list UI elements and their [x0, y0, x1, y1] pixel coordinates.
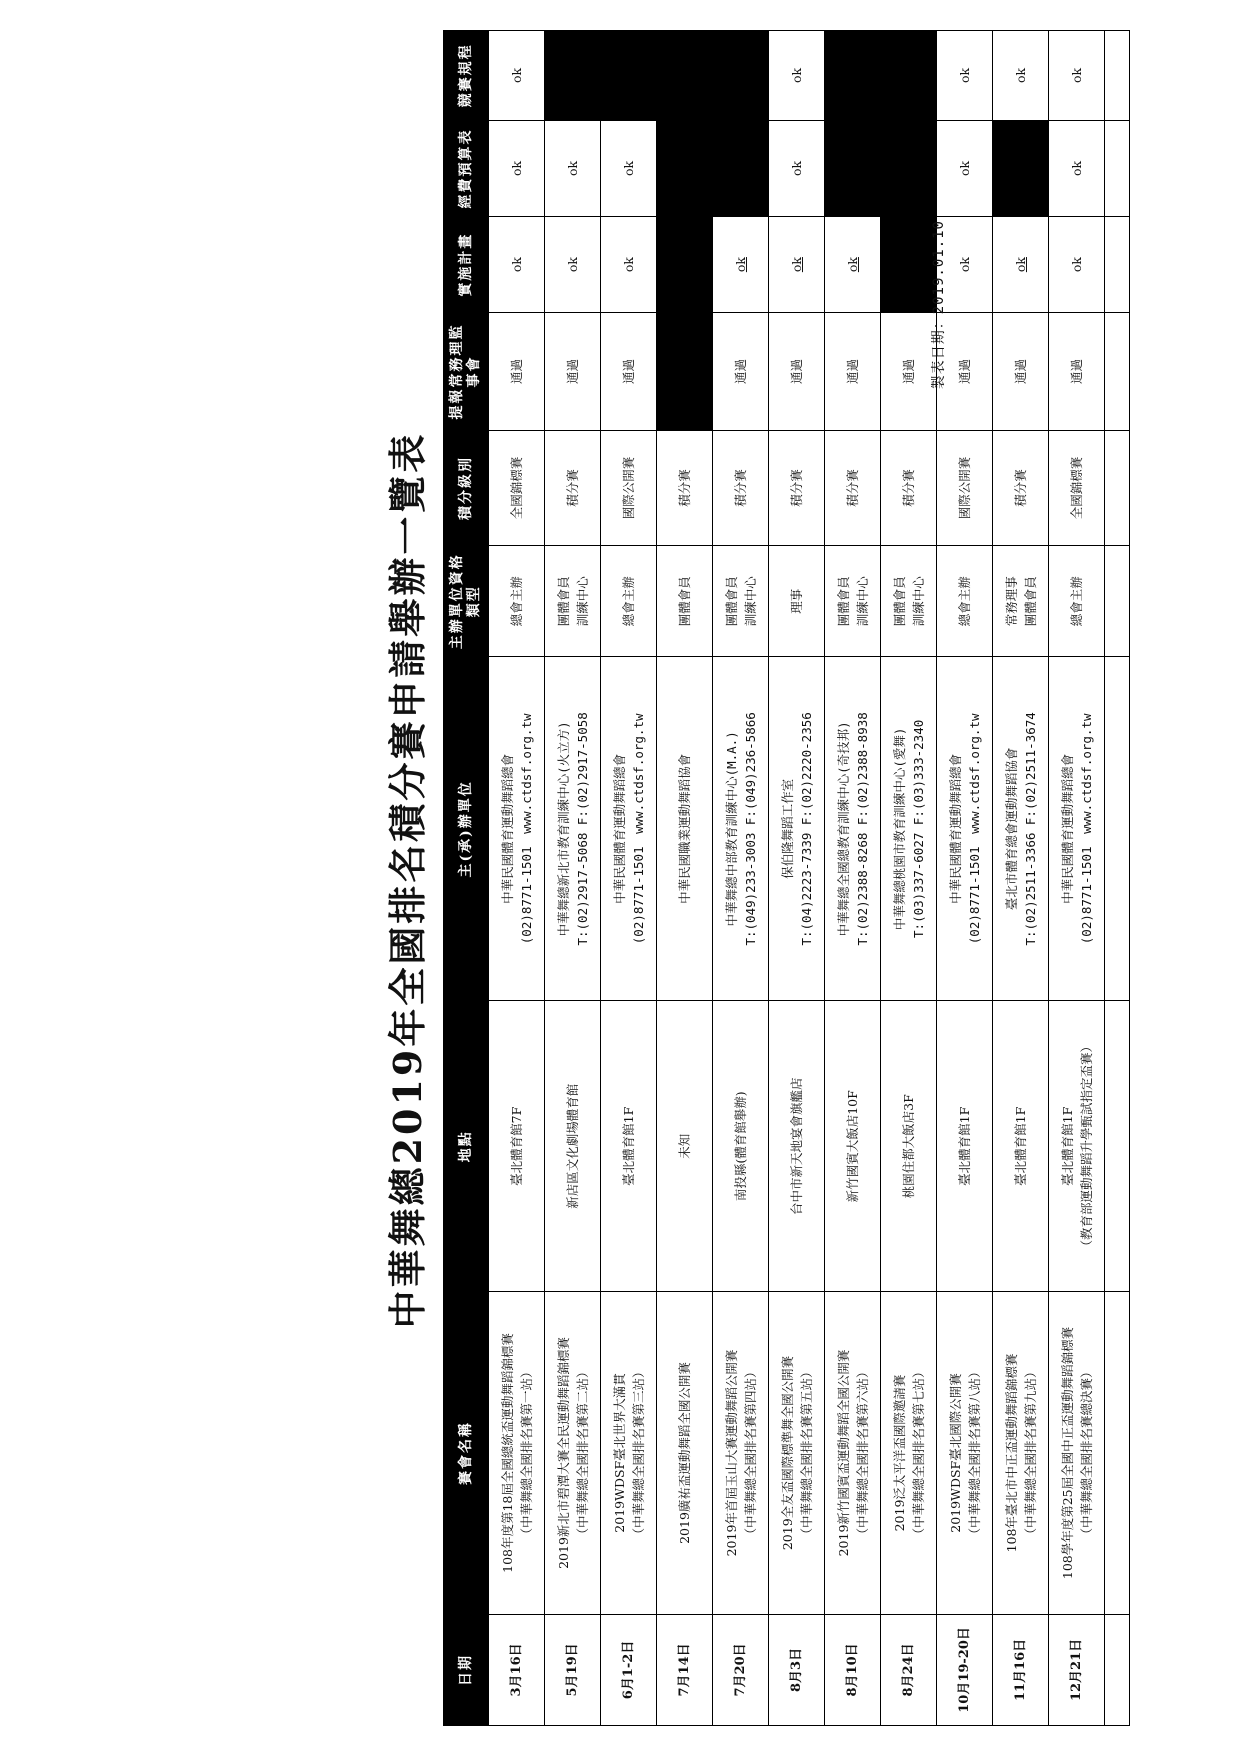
- organizer-cell-line: 中華舞總桃園市教育訓練中心(愛舞): [891, 727, 907, 931]
- level-cell-line: 全國錦標賽: [509, 456, 524, 520]
- level-cell: [601, 430, 657, 545]
- plan-cell-line: ok: [733, 257, 748, 273]
- plan-cell: [545, 217, 601, 313]
- organizer-cell-line: 中華民國體育運動舞蹈總會: [947, 753, 963, 904]
- plan-cell-line: ok: [845, 257, 860, 273]
- budget-cell: [769, 120, 825, 216]
- event-name-cell-line: （中華舞總全國排名賽第六站）: [854, 1365, 870, 1541]
- rules-cell-blocked: [601, 31, 657, 121]
- budget-cell-blocked: [713, 120, 769, 216]
- budget-cell-blocked: [881, 120, 937, 216]
- level-cell-line: 積分賽: [845, 469, 860, 507]
- org-type-cell: [937, 546, 993, 657]
- organizer-cell-line: T:(04)2223-7339 F:(02)2220-2356: [798, 712, 814, 946]
- page-title: 中華舞總2019年全國排名積分賽申請舉辦一覽表: [385, 431, 430, 1329]
- event-name-cell-line: （中華舞總全國排名賽第四站）: [742, 1365, 758, 1541]
- rules-cell-line: ok: [957, 67, 972, 83]
- org-type-cell: [825, 546, 881, 657]
- blank-cell: [1105, 120, 1130, 216]
- report-cell: [545, 313, 601, 431]
- blank-cell: [1105, 657, 1130, 1001]
- report-cell-line: 通過: [565, 358, 580, 384]
- blank-cell: [1105, 1614, 1130, 1725]
- table-row: [769, 31, 825, 1726]
- org-type-cell: [713, 546, 769, 657]
- organizer-cell: [601, 657, 657, 1001]
- rules-cell: [489, 31, 545, 121]
- level-cell: [489, 430, 545, 545]
- event-name-cell-line: （中華舞總全國排名賽第九站）: [1022, 1365, 1038, 1541]
- blank-cell: [1105, 313, 1130, 431]
- organizer-cell-line: 中華舞總中部教育訓練中心(M.A.): [723, 731, 739, 927]
- blank-cell: [1105, 1001, 1130, 1292]
- venue-cell-line: 臺北體育館1F: [621, 1106, 636, 1186]
- venue-cell-line: 桃園住都大飯店3F: [901, 1094, 916, 1199]
- level-cell: [713, 430, 769, 545]
- organizer-cell-line: 中華民國體育運動舞蹈總會: [499, 753, 515, 904]
- org-type-cell-line: 理事: [789, 588, 804, 614]
- footer-date: 製表日期：2019.01.10: [931, 220, 947, 390]
- venue-cell-line: 南投縣(體育館舉辦): [733, 1091, 748, 1202]
- date-cell-line: 7月20日: [733, 1643, 748, 1697]
- event-name-cell-line: 2019新北市碧潭大賽全民運動舞蹈錦標賽: [555, 1337, 571, 1569]
- budget-cell-blocked: [657, 120, 713, 216]
- venue-cell-line: 臺北體育館1F: [1059, 1106, 1075, 1186]
- event-name-cell-line: 2019WDSF臺北世界大滿貫: [611, 1373, 627, 1533]
- plan-cell-line: ok: [621, 257, 636, 273]
- budget-cell: [545, 120, 601, 216]
- org-type-cell-line: 團體會員: [723, 576, 739, 627]
- event-name-cell-line: 108年度第18屆全國總統盃運動舞蹈錦標賽: [499, 1333, 515, 1573]
- organizer-cell-line: 中華民國體育運動舞蹈總會: [611, 753, 627, 904]
- organizer-cell-line: (02)8771-1501 www.ctdsf.org.tw: [1078, 713, 1094, 945]
- event-name-cell-line: （中華舞總全國排名賽第八站）: [966, 1365, 982, 1541]
- header-level: 積分級別: [444, 430, 489, 545]
- report-cell: [993, 313, 1049, 431]
- rules-cell: [769, 31, 825, 121]
- table-header-row: [444, 31, 489, 1726]
- event-name-cell-line: （中華舞總全國排名賽第三站）: [630, 1365, 646, 1541]
- budget-cell: [937, 120, 993, 216]
- organizer-cell-line: 中華民國體育運動舞蹈總會: [1059, 753, 1075, 904]
- plan-cell: [1049, 217, 1105, 313]
- venue-cell-line: 臺北體育館1F: [1013, 1106, 1028, 1186]
- report-cell-line: 通過: [621, 358, 636, 384]
- event-name-cell: [657, 1292, 713, 1615]
- date-cell-line: 8月10日: [845, 1643, 860, 1697]
- plan-cell: [489, 217, 545, 313]
- venue-cell-line: 台中市新天地宴會旗艦店: [789, 1077, 804, 1216]
- level-cell-line: 積分賽: [901, 469, 916, 507]
- venue-cell-line: 新店區文化劇場體育館: [565, 1083, 580, 1209]
- budget-cell-line: ok: [1069, 160, 1084, 176]
- level-cell: [1049, 430, 1105, 545]
- organizer-cell-line: T:(03)337-6027 F:(03)333-2340: [910, 719, 926, 938]
- plan-cell-line: ok: [957, 257, 972, 273]
- date-cell: [545, 1614, 601, 1725]
- organizer-cell-line: (02)8771-1501 www.ctdsf.org.tw: [966, 713, 982, 945]
- plan-cell-blocked: [657, 217, 713, 313]
- budget-cell-line: ok: [565, 160, 580, 176]
- date-cell-line: 11月16日: [1013, 1638, 1028, 1702]
- table-row: [489, 31, 545, 1726]
- event-name-cell: [881, 1292, 937, 1615]
- org-type-cell: [601, 546, 657, 657]
- org-type-cell: [769, 546, 825, 657]
- header-name: 賽會名稱: [444, 1292, 489, 1615]
- table-row: [545, 31, 601, 1726]
- header-report: 提報常務理監事會: [444, 313, 489, 431]
- report-cell-line: 通過: [957, 358, 972, 384]
- level-cell-line: 積分賽: [789, 469, 804, 507]
- date-cell: [937, 1614, 993, 1725]
- event-name-cell-line: （中華舞總全國排名賽總決賽）: [1078, 1365, 1094, 1541]
- org-type-cell: [657, 546, 713, 657]
- org-type-cell-line: 常務理事: [1003, 576, 1019, 627]
- rules-cell-line: ok: [1069, 67, 1084, 83]
- level-cell-line: 全國錦標賽: [1069, 456, 1084, 520]
- event-name-cell-line: 2019泛太平洋盃國際邀請賽: [891, 1374, 907, 1532]
- date-cell: [825, 1614, 881, 1725]
- event-name-cell-line: 2019新竹國賓盃運動舞蹈全國公開賽: [835, 1349, 851, 1557]
- plan-cell: [601, 217, 657, 313]
- plan-cell-line: ok: [565, 257, 580, 273]
- header-venue: 地點: [444, 1001, 489, 1292]
- level-cell-line: 國際公開賽: [957, 456, 972, 520]
- report-cell: [601, 313, 657, 431]
- event-name-cell-line: （中華舞總全國排名賽第二站）: [574, 1365, 590, 1541]
- budget-cell-line: ok: [621, 160, 636, 176]
- venue-cell: [881, 1001, 937, 1292]
- date-cell: [881, 1614, 937, 1725]
- plan-cell: [993, 217, 1049, 313]
- header-budget: 經費預算表: [444, 120, 489, 216]
- report-cell-line: 通過: [789, 358, 804, 384]
- report-cell: [713, 313, 769, 431]
- date-cell-line: 6月1-2日: [621, 1640, 636, 1700]
- date-cell: [769, 1614, 825, 1725]
- budget-cell-line: ok: [789, 160, 804, 176]
- event-name-cell: [713, 1292, 769, 1615]
- level-cell-line: 積分賽: [677, 469, 692, 507]
- event-name-cell-line: 108年臺北市中正盃運動舞蹈錦標賽: [1003, 1353, 1019, 1553]
- venue-cell: [489, 1001, 545, 1292]
- budget-cell-blocked: [825, 120, 881, 216]
- event-name-cell: [545, 1292, 601, 1615]
- table-row: [825, 31, 881, 1726]
- plan-cell: [825, 217, 881, 313]
- level-cell: [545, 430, 601, 545]
- budget-cell-line: ok: [509, 160, 524, 176]
- rules-cell-blocked: [713, 31, 769, 121]
- rules-cell-line: ok: [509, 67, 524, 83]
- organizer-cell: [825, 657, 881, 1001]
- header-organizer: 主(承)辦單位: [444, 657, 489, 1001]
- event-name-cell-line: 2019廣祐盃運動舞蹈全國公開賽: [677, 1362, 692, 1544]
- date-cell: [657, 1614, 713, 1725]
- level-cell-line: 國際公開賽: [621, 456, 636, 520]
- org-type-cell-line: 訓練中心: [574, 576, 590, 627]
- organizer-cell-line: T:(02)2917-5068 F:(02)2917-5058: [574, 712, 590, 946]
- event-name-cell-line: 2019全友盃國際標準舞全國公開賽: [779, 1355, 795, 1551]
- table-body: [489, 31, 1130, 1726]
- blank-cell: [1105, 1292, 1130, 1615]
- date-cell: [601, 1614, 657, 1725]
- org-type-cell: [993, 546, 1049, 657]
- org-type-cell: [881, 546, 937, 657]
- plan-cell-line: ok: [1069, 257, 1084, 273]
- venue-cell: [713, 1001, 769, 1292]
- plan-cell-line: ok: [1013, 257, 1028, 273]
- date-cell-line: 12月21日: [1069, 1638, 1084, 1702]
- venue-cell: [769, 1001, 825, 1292]
- header-plan: 實施計畫: [444, 217, 489, 313]
- org-type-cell-line: 訓練中心: [854, 576, 870, 627]
- rules-cell: [993, 31, 1049, 121]
- event-name-cell: [825, 1292, 881, 1615]
- header-org-type: 主辦單位資格類型: [444, 546, 489, 657]
- org-type-cell-line: 團體會員: [891, 576, 907, 627]
- date-cell: [993, 1614, 1049, 1725]
- blank-cell: [1105, 217, 1130, 313]
- level-cell: [769, 430, 825, 545]
- org-type-cell-line: 團體會員: [677, 576, 692, 627]
- venue-cell: [993, 1001, 1049, 1292]
- date-cell-line: 8月3日: [789, 1647, 804, 1692]
- blank-cell: [1105, 546, 1130, 657]
- organizer-cell-line: 保伯隆舞蹈工作室: [779, 778, 795, 879]
- rules-cell-blocked: [657, 31, 713, 121]
- rules-cell-blocked: [545, 31, 601, 121]
- report-cell: [769, 313, 825, 431]
- venue-cell: [657, 1001, 713, 1292]
- organizer-cell-line: T:(02)2388-8268 F:(02)2388-8938: [854, 712, 870, 946]
- plan-cell: [713, 217, 769, 313]
- report-cell-line: 通過: [733, 358, 748, 384]
- event-name-cell-line: 2019年首屆玉山大賽運動舞蹈公開賽: [723, 1349, 739, 1557]
- venue-cell: [1049, 1001, 1105, 1292]
- organizer-cell-line: 中華舞總全國總教育訓練中心(奇技邦): [835, 721, 851, 937]
- date-cell: [713, 1614, 769, 1725]
- level-cell-line: 積分賽: [565, 469, 580, 507]
- venue-cell: [545, 1001, 601, 1292]
- budget-cell: [489, 120, 545, 216]
- blank-cell: [1105, 31, 1130, 121]
- venue-cell-line: 新竹國賓大飯店10F: [845, 1090, 860, 1203]
- plan-cell: [769, 217, 825, 313]
- event-name-cell-line: （中華舞總全國排名賽第五站）: [798, 1365, 814, 1541]
- table-row: [601, 31, 657, 1726]
- budget-cell: [601, 120, 657, 216]
- organizer-cell-line: 中華民國職業運動舞蹈協會: [677, 753, 692, 904]
- event-name-cell: [489, 1292, 545, 1615]
- organizer-cell: [769, 657, 825, 1001]
- org-type-cell-line: 總會主辦: [1069, 576, 1084, 627]
- level-cell: [657, 430, 713, 545]
- report-cell-line: 通過: [845, 358, 860, 384]
- table-row: [993, 31, 1049, 1726]
- venue-cell-line: 臺北體育館7F: [509, 1106, 524, 1186]
- report-cell: [489, 313, 545, 431]
- org-type-cell: [545, 546, 601, 657]
- organizer-cell-line: (02)8771-1501 www.ctdsf.org.tw: [518, 713, 534, 945]
- org-type-cell-line: 訓練中心: [742, 576, 758, 627]
- budget-cell-blocked: [993, 120, 1049, 216]
- report-cell-line: 通過: [1013, 358, 1028, 384]
- date-cell-line: 7月14日: [677, 1643, 692, 1697]
- event-name-cell-line: （中華舞總全國排名賽第七站）: [910, 1365, 926, 1541]
- date-cell: [489, 1614, 545, 1725]
- event-name-cell-line: （中華舞總全國排名賽第一站）: [518, 1365, 534, 1541]
- organizer-cell-line: T:(02)2511-3366 F:(02)2511-3674: [1022, 712, 1038, 946]
- date-cell-line: 10月19-20日: [957, 1627, 972, 1713]
- level-cell: [937, 430, 993, 545]
- event-name-cell: [601, 1292, 657, 1615]
- organizer-cell: [545, 657, 601, 1001]
- budget-cell: [1049, 120, 1105, 216]
- date-cell-line: 5月19日: [565, 1643, 580, 1697]
- level-cell: [825, 430, 881, 545]
- table-row: [657, 31, 713, 1726]
- rules-cell: [937, 31, 993, 121]
- rules-cell: [1049, 31, 1105, 121]
- header-date: 日期: [444, 1614, 489, 1725]
- organizer-cell: [993, 657, 1049, 1001]
- venue-cell-line: 未知: [677, 1133, 692, 1159]
- event-name-cell: [993, 1292, 1049, 1615]
- org-type-cell-line: 團體會員: [555, 576, 571, 627]
- organizer-cell: [713, 657, 769, 1001]
- level-cell-line: 積分賽: [1013, 469, 1028, 507]
- organizer-cell-line: 臺北市體育總會運動舞蹈協會: [1003, 747, 1019, 911]
- organizer-cell-line: (02)8771-1501 www.ctdsf.org.tw: [630, 713, 646, 945]
- report-cell-blocked: [657, 313, 713, 431]
- organizer-cell: [881, 657, 937, 1001]
- header-rules: 競賽規程: [444, 31, 489, 121]
- org-type-cell-line: 團體會員: [1022, 576, 1038, 627]
- table-row: [713, 31, 769, 1726]
- organizer-cell: [657, 657, 713, 1001]
- venue-cell: [825, 1001, 881, 1292]
- organizer-cell: [937, 657, 993, 1001]
- organizer-cell-line: 中華舞總新北市教育訓練中心(火立方): [555, 721, 571, 937]
- report-cell: [1049, 313, 1105, 431]
- report-cell-line: 通過: [509, 358, 524, 384]
- report-cell-line: 通過: [901, 358, 916, 384]
- plan-cell-line: ok: [509, 257, 524, 273]
- rules-cell-blocked: [825, 31, 881, 121]
- level-cell: [993, 430, 1049, 545]
- events-table: [443, 30, 1130, 1726]
- org-type-cell-line: 總會主辦: [621, 576, 636, 627]
- date-cell-line: 3月16日: [509, 1643, 524, 1697]
- org-type-cell-line: 總會主辦: [509, 576, 524, 627]
- org-type-cell: [489, 546, 545, 657]
- rules-cell-line: ok: [789, 67, 804, 83]
- venue-cell-line: （教育部運動舞蹈升學甄試指定盃賽）: [1078, 1040, 1094, 1253]
- org-type-cell-line: 訓練中心: [910, 576, 926, 627]
- organizer-cell-line: T:(049)233-3003 F:(049)236-5866: [742, 712, 758, 946]
- org-type-cell: [1049, 546, 1105, 657]
- table-row: [1049, 31, 1105, 1726]
- event-name-cell: [937, 1292, 993, 1615]
- date-cell: [1049, 1614, 1105, 1725]
- blank-row: [1105, 31, 1130, 1726]
- budget-cell-line: ok: [957, 160, 972, 176]
- report-cell-line: 通過: [1069, 358, 1084, 384]
- report-cell: [825, 313, 881, 431]
- rules-cell-blocked: [881, 31, 937, 121]
- org-type-cell-line: 團體會員: [835, 576, 851, 627]
- event-name-cell-line: 2019WDSF臺北國際公開賽: [947, 1373, 963, 1533]
- event-name-cell-line: 108學年度第25屆全國中正盃運動舞蹈錦標賽: [1059, 1326, 1075, 1580]
- organizer-cell: [489, 657, 545, 1001]
- plan-cell-line: ok: [789, 257, 804, 273]
- venue-cell: [937, 1001, 993, 1292]
- organizer-cell: [1049, 657, 1105, 1001]
- event-name-cell: [1049, 1292, 1105, 1615]
- level-cell-line: 積分賽: [733, 469, 748, 507]
- venue-cell: [601, 1001, 657, 1292]
- date-cell-line: 8月24日: [901, 1643, 916, 1697]
- rules-cell-line: ok: [1013, 67, 1028, 83]
- level-cell: [881, 430, 937, 545]
- document-sheet: [375, 20, 1094, 1740]
- venue-cell-line: 臺北體育館1F: [957, 1106, 972, 1186]
- event-name-cell: [769, 1292, 825, 1615]
- org-type-cell-line: 總會主辦: [957, 576, 972, 627]
- blank-cell: [1105, 430, 1130, 545]
